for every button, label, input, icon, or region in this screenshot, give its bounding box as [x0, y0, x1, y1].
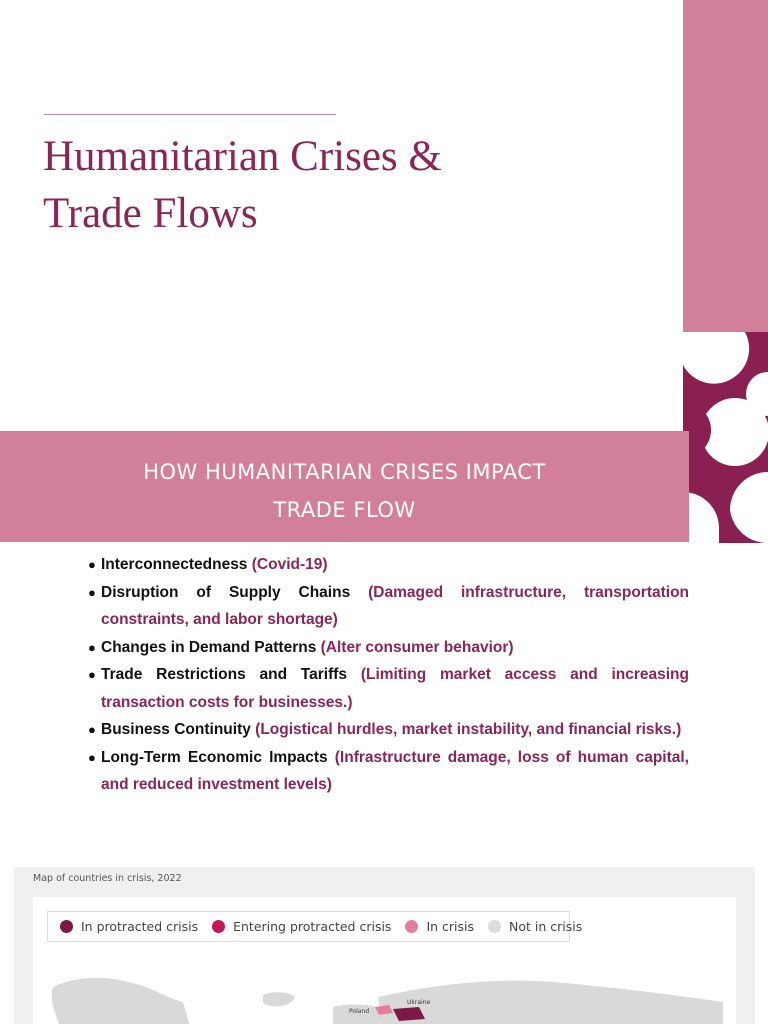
map-legend: [47, 911, 583, 942]
legend-label: In crisis: [426, 919, 475, 934]
map-area: [33, 897, 736, 1024]
page-title: [43, 128, 643, 242]
banner-line-2: TRADE FLOW: [273, 498, 416, 522]
bullet-icon: ●: [88, 584, 96, 600]
bullet-detail: (Damaged infrastructure, transportation constraints, and labor shortage): [101, 583, 690, 628]
legend-item-entering: [212, 919, 391, 934]
list-item: [88, 716, 689, 744]
legend-item-in-crisis: [405, 919, 474, 934]
bullet-detail: (Logistical hurdles, market instability, and financial risks.): [255, 721, 682, 738]
list-item: [88, 634, 689, 662]
crisis-map-figure: [14, 867, 755, 1024]
legend-label: Entering protracted crisis: [233, 919, 392, 934]
world-map: [33, 947, 736, 1024]
list-item: [88, 661, 689, 716]
decorative-wave-pattern: [683, 332, 768, 543]
bullet-term: Business Continuity: [101, 721, 251, 738]
list-item: [88, 551, 689, 579]
bullet-icon: ●: [88, 639, 96, 655]
bullet-icon: ●: [88, 557, 96, 572]
bullet-icon: ●: [88, 722, 96, 737]
banner-line-1: HOW HUMANITARIAN CRISES IMPACT: [143, 460, 546, 484]
bullet-term: Trade Restrictions and Tariffs: [101, 666, 348, 683]
bullet-term: Long-Term Economic Impacts: [101, 748, 328, 766]
title-line-1: Humanitarian Crises &: [43, 133, 442, 180]
list-item: [88, 744, 689, 799]
bullet-term: Disruption of Supply Chains: [101, 583, 351, 601]
bullet-detail: (Infrastructure damage, loss of human capital, and reduced investment levels): [101, 748, 689, 793]
legend-swatch: [488, 920, 501, 933]
legend-label: In protracted crisis: [81, 919, 199, 934]
decorative-pink-block: [683, 0, 768, 332]
title-rule: [44, 114, 336, 115]
list-item: [88, 579, 689, 634]
title-line-2: Trade Flows: [43, 190, 258, 237]
landmass-americas: [52, 978, 193, 1024]
legend-swatch: [212, 920, 225, 933]
bullet-detail: (Alter consumer behavior): [320, 638, 514, 656]
legend-item-protracted: [60, 919, 198, 934]
legend-item-not-in-crisis: [488, 919, 582, 934]
bullet-icon: ●: [88, 749, 96, 765]
bullet-detail: (Covid-19): [251, 556, 328, 573]
bullet-detail: (Limiting market access and increasing transaction costs for businesses.): [101, 666, 689, 711]
poland-label: Poland: [349, 1008, 370, 1015]
bullet-term: Interconnectedness: [101, 556, 248, 573]
landmass-greenland: [263, 992, 295, 1006]
legend-swatch: [405, 920, 418, 933]
ukraine-label: Ukraine: [407, 999, 431, 1006]
impact-list: [88, 551, 689, 799]
map-caption: Map of countries in crisis, 2022: [33, 873, 182, 884]
bullet-term: Changes in Demand Patterns: [101, 638, 317, 656]
section-banner: [0, 431, 689, 542]
legend-label: Not in crisis: [509, 919, 583, 934]
bullet-icon: ●: [88, 667, 96, 682]
legend-swatch: [60, 920, 73, 933]
